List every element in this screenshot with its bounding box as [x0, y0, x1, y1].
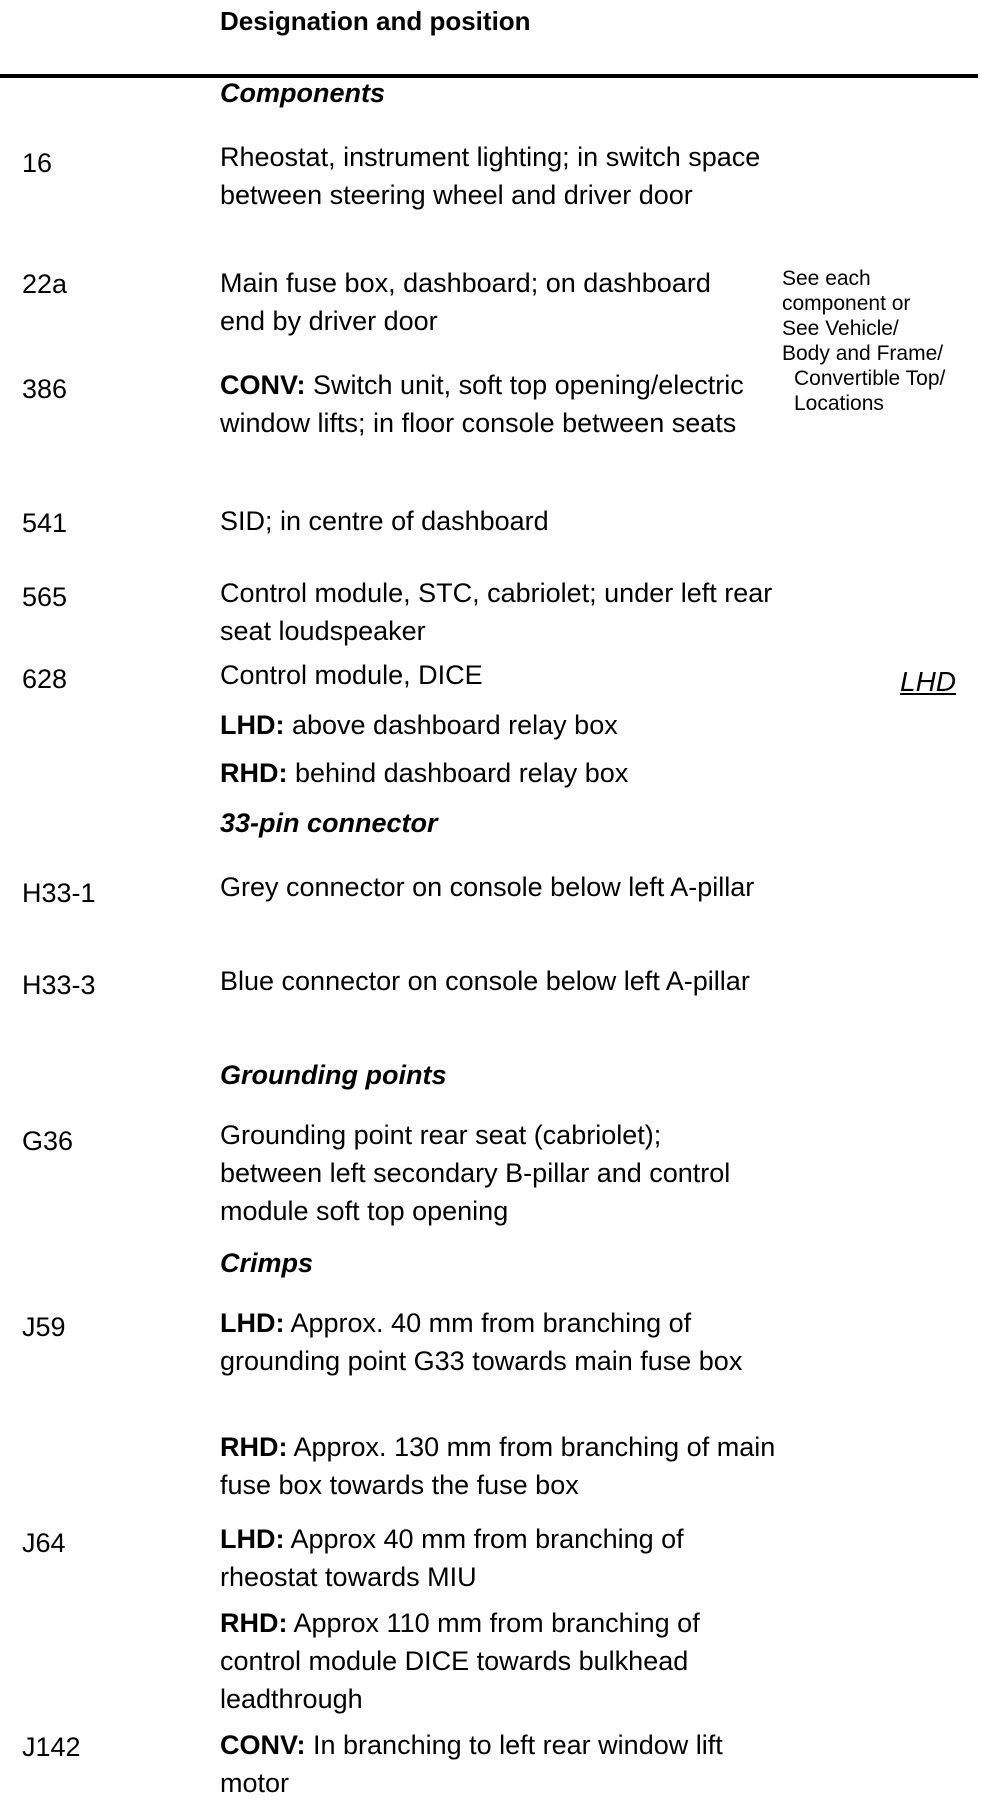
- side-note: [782, 266, 992, 416]
- side-note-line1: See each: [782, 267, 871, 290]
- side-note-line2: component or: [782, 292, 911, 315]
- row-628-rhd-text: behind dashboard relay box: [287, 758, 629, 788]
- side-note-line5: Convertible Top/: [794, 367, 946, 390]
- row-code-541: 541: [22, 508, 68, 538]
- row-text-386: Switch unit, soft top opening/electric window lifts; in floor console between seats: [220, 370, 744, 438]
- row-j64-lhd: [220, 1520, 780, 1596]
- row-desc-h33-1: Grey connector on console below left A-pillar: [220, 872, 755, 902]
- page-header: Designation and position: [220, 6, 531, 36]
- row-code-h33-1: H33-1: [22, 878, 96, 908]
- row-j59-rhd-prefix: RHD:: [220, 1432, 288, 1462]
- row-code-628: 628: [22, 664, 68, 694]
- row-desc-541: SID; in centre of dashboard: [220, 506, 549, 536]
- row-text-j142: In branching to left rear window lift motor: [220, 1730, 723, 1798]
- row-code-h33-3: H33-3: [22, 970, 96, 1000]
- row-code-22a: 22a: [22, 269, 68, 299]
- side-note-line4: Body and Frame/: [782, 342, 944, 365]
- row-j64-lhd-text: Approx 40 mm from branching of rheostat towards MIU: [220, 1524, 684, 1592]
- row-desc-628: Control module, DICE: [220, 660, 483, 690]
- row-code-386: 386: [22, 374, 68, 404]
- row-desc-386: [220, 366, 770, 442]
- row-628-lhd: [220, 706, 780, 744]
- row-prefix-386: CONV:: [220, 370, 306, 400]
- row-j59-rhd: [220, 1428, 780, 1504]
- row-code-j59: J59: [22, 1312, 66, 1342]
- row-desc-22a: Main fuse box, dashboard; on dashboard end by driver door: [220, 268, 711, 336]
- row-prefix-j142: CONV:: [220, 1730, 306, 1760]
- section-connector: 33-pin connector: [220, 808, 438, 838]
- row-j64-rhd-text: Approx 110 mm from branching of control module DICE towards bulkhead leadthrough: [220, 1608, 700, 1714]
- row-code-g36: G36: [22, 1126, 74, 1156]
- row-j59-rhd-text: Approx. 130 mm from branching of main fuse box towards the fuse box: [220, 1432, 776, 1500]
- row-code-j64: J64: [22, 1528, 66, 1558]
- row-628-rhd-prefix: RHD:: [220, 758, 288, 788]
- row-code-565: 565: [22, 582, 68, 612]
- row-j64-lhd-prefix: LHD:: [220, 1524, 285, 1554]
- section-components: Components: [220, 78, 385, 108]
- row-desc-16: Rheostat, instrument lighting; in switch space between steering wheel and driver door: [220, 142, 761, 210]
- section-grounding: Grounding points: [220, 1060, 447, 1090]
- row-j59-lhd: [220, 1304, 780, 1380]
- row-desc-565: Control module, STC, cabriolet; under left rear seat loudspeaker: [220, 578, 773, 646]
- section-crimps: Crimps: [220, 1248, 314, 1278]
- row-j64-rhd-prefix: RHD:: [220, 1608, 288, 1638]
- row-628-lhd-text: above dashboard relay box: [284, 710, 618, 740]
- row-code-16: 16: [22, 148, 53, 178]
- header-rule: [0, 74, 978, 78]
- row-code-j142: J142: [22, 1732, 81, 1762]
- row-desc-g36: Grounding point rear seat (cabriolet); between left secondary B-pillar and control module soft top opening: [220, 1120, 731, 1226]
- side-note-line3: See Vehicle/: [782, 317, 899, 340]
- lhd-link[interactable]: LHD: [900, 666, 957, 697]
- side-note-line6: Locations: [794, 392, 884, 415]
- row-desc-h33-3: Blue connector on console below left A-pillar: [220, 966, 750, 996]
- row-628-lhd-prefix: LHD:: [220, 710, 285, 740]
- row-j59-lhd-prefix: LHD:: [220, 1308, 285, 1338]
- row-desc-j142: [220, 1726, 780, 1802]
- row-628-rhd: [220, 754, 780, 792]
- row-j59-lhd-text: Approx. 40 mm from branching of grounding point G33 towards main fuse box: [220, 1308, 743, 1376]
- row-j64-rhd: [220, 1604, 780, 1718]
